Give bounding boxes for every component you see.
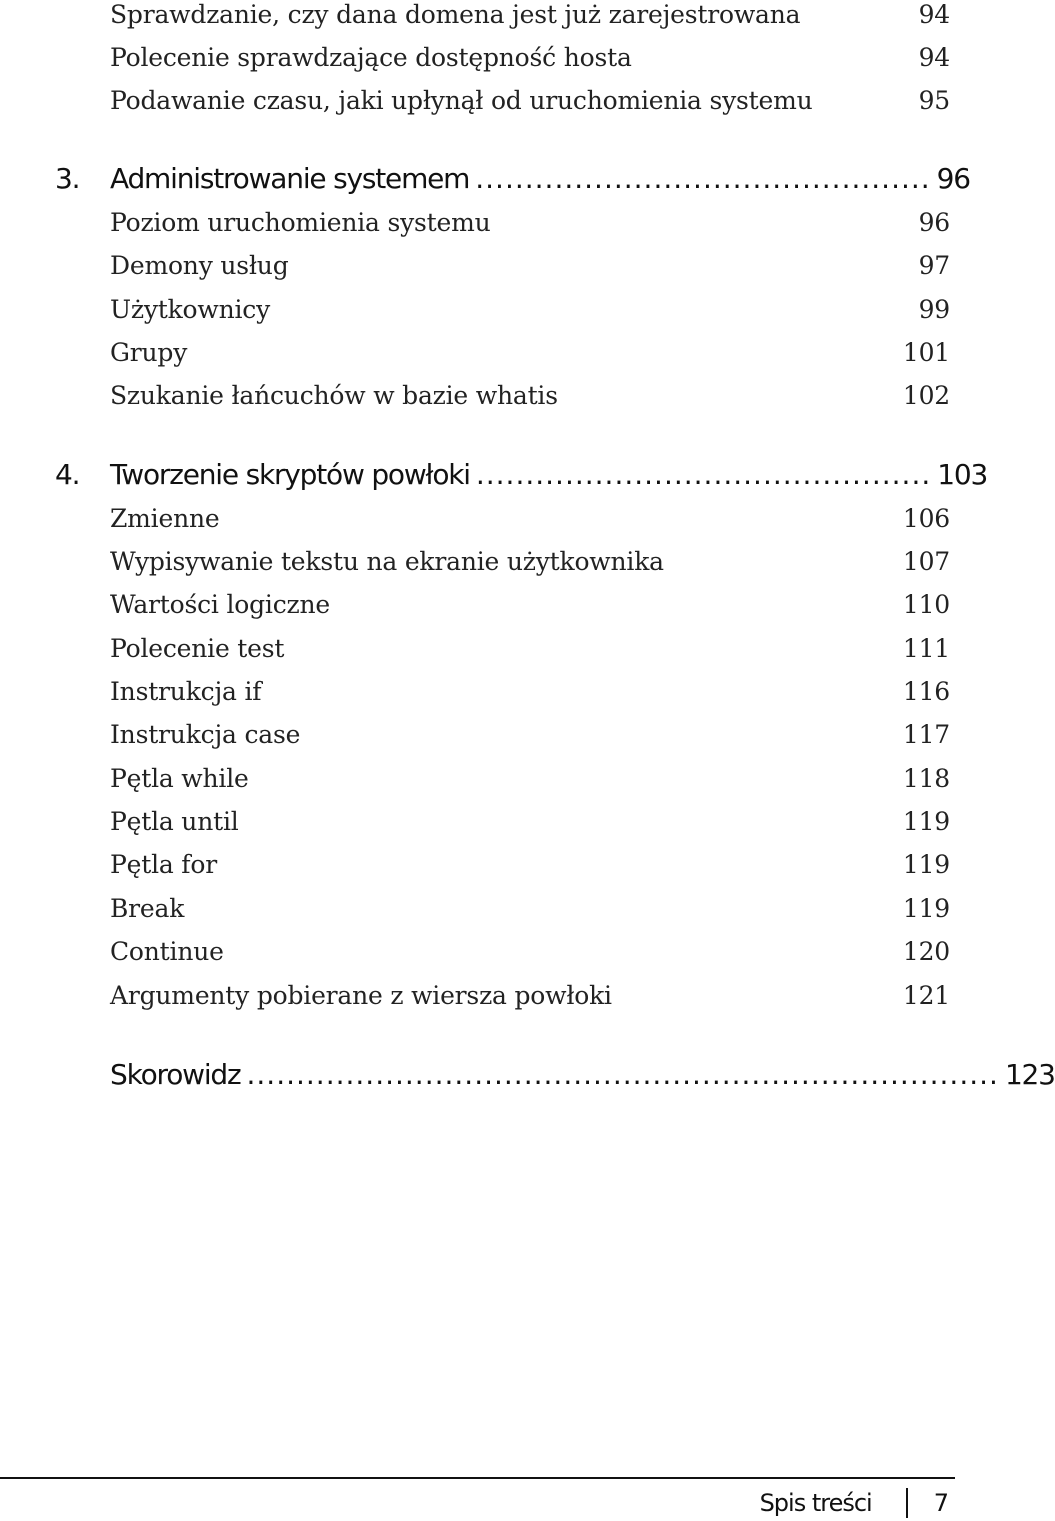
- toc-entry-page: 97: [918, 251, 950, 280]
- toc-entry-page: 121: [902, 981, 950, 1010]
- toc-entry: [110, 338, 950, 374]
- leader-dots: ..............................................: [475, 162, 931, 195]
- toc-entry-title: Argumenty pobierane z wiersza powłoki: [110, 981, 612, 1010]
- toc-entry: [110, 251, 950, 287]
- toc-entry: [110, 677, 950, 713]
- toc-entry-page: 118: [902, 764, 950, 793]
- leader-dots: ............................................................................: [246, 1058, 999, 1091]
- toc-entry-page: 119: [902, 894, 950, 923]
- toc-entry-title: Instrukcja case: [110, 720, 301, 749]
- toc-entry-title: Demony usług: [110, 251, 289, 280]
- index-page: 123: [1004, 1058, 1055, 1091]
- toc-entry-title: Zmienne: [110, 504, 220, 533]
- toc-entry: [110, 850, 950, 886]
- toc-entry-title: Wypisywanie tekstu na ekranie użytkownika: [110, 547, 664, 576]
- toc-entry-page: 95: [918, 86, 950, 115]
- toc-entry: [110, 547, 950, 583]
- toc-entry-page: 119: [902, 850, 950, 879]
- toc-entry-title: Wartości logiczne: [110, 590, 330, 619]
- chapter-heading: [55, 162, 970, 202]
- index-title: Skorowidz: [110, 1058, 241, 1091]
- toc-entry: [110, 86, 950, 122]
- toc-entry-title: Polecenie sprawdzające dostępność hosta: [110, 43, 632, 72]
- toc-entry-title: Instrukcja if: [110, 677, 262, 706]
- toc-entry-page: 119: [902, 807, 950, 836]
- toc-entry: [110, 295, 950, 331]
- toc-entry-title: Podawanie czasu, jaki upłynął od uruchomienia systemu: [110, 86, 813, 115]
- toc-entry-page: 101: [902, 338, 950, 367]
- toc-entry-title: Continue: [110, 937, 224, 966]
- toc-entry: [110, 894, 950, 930]
- toc-entry-page: 94: [918, 43, 950, 72]
- toc-entry-page: 107: [902, 547, 950, 576]
- toc-entry-title: Grupy: [110, 338, 188, 367]
- toc-entry: [110, 43, 950, 79]
- chapter-page: 103: [937, 458, 988, 491]
- toc-entry-title: Pętla while: [110, 764, 249, 793]
- toc-entry: [110, 981, 950, 1017]
- toc-entry-page: 110: [902, 590, 950, 619]
- toc-entry: [110, 764, 950, 800]
- toc-entry: [110, 0, 950, 36]
- toc-entry-page: 106: [902, 504, 950, 533]
- toc-entry-title: Break: [110, 894, 185, 923]
- footer-page-number: 7: [933, 1489, 948, 1517]
- toc-entry: [110, 504, 950, 540]
- footer-section-title: Spis treści: [759, 1489, 872, 1517]
- toc-entry-title: Pętla until: [110, 807, 239, 836]
- toc-entry: [110, 937, 950, 973]
- footer-rule: [0, 1477, 955, 1479]
- toc-entry-page: 117: [902, 720, 950, 749]
- toc-entry-page: 120: [902, 937, 950, 966]
- toc-entry-page: 102: [902, 381, 950, 410]
- chapter-heading: [55, 458, 988, 498]
- toc-entry-title: Użytkownicy: [110, 295, 271, 324]
- chapter-page: 96: [936, 162, 970, 195]
- toc-entry-title: Poziom uruchomienia systemu: [110, 208, 491, 237]
- toc-entry: [110, 720, 950, 756]
- toc-entry-page: 116: [902, 677, 950, 706]
- toc-entry-page: 94: [918, 0, 950, 29]
- toc-entry-page: 111: [902, 634, 950, 663]
- toc-entry-title: Polecenie test: [110, 634, 285, 663]
- chapter-number: 4.: [55, 458, 80, 491]
- chapter-title: Tworzenie skryptów powłoki: [110, 458, 470, 491]
- toc-entry-page: 99: [918, 295, 950, 324]
- chapter-title: Administrowanie systemem: [110, 162, 470, 195]
- toc-entry: [110, 807, 950, 843]
- toc-entry: [110, 634, 950, 670]
- chapter-number: 3.: [55, 162, 80, 195]
- toc-entry: [110, 381, 950, 417]
- footer-separator: [906, 1488, 908, 1518]
- toc-entry-title: Pętla for: [110, 850, 217, 879]
- toc-entry: [110, 590, 950, 626]
- leader-dots: ..............................................: [475, 458, 932, 491]
- toc-entry-title: Sprawdzanie, czy dana domena jest już zarejestrowana: [110, 0, 801, 29]
- page-footer: [760, 1485, 950, 1521]
- toc-entry: [110, 208, 950, 244]
- index-heading: [110, 1058, 1055, 1098]
- toc-entry-page: 96: [918, 208, 950, 237]
- toc-entry-title: Szukanie łańcuchów w bazie whatis: [110, 381, 558, 410]
